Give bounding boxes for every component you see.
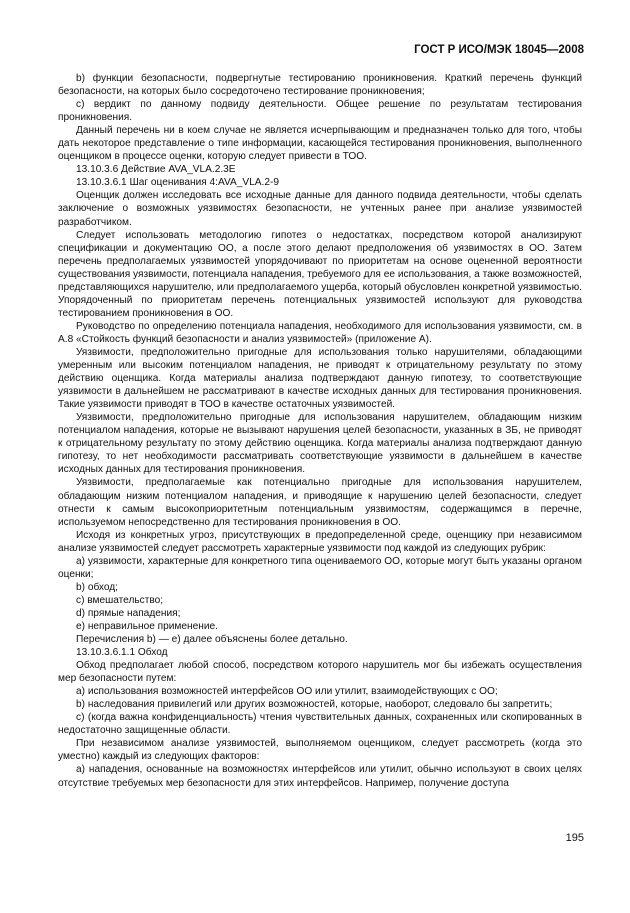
page-header-title: ГОСТ Р ИСО/МЭК 18045—2008 [414,44,584,56]
paragraph: Оценщик должен исследовать все исходные данные для данного подвида деятельности, чтобы сделать заключение о возможных уязвимостях безопасности, не учтенных ранее при анализе уязвимостей разработчиком. [58,190,582,228]
paragraph: Уязвимости, предположительно пригодные для использования только нарушителями, обладающими умеренным или высоким потенциалом нападения, не приводят к отрицательному результату по этому действию оценщика. Когда материалы анализа подтверждают данную гипотезу, то соответствующие уязвимости в дальнейшем не рассматривают в качестве исходных данных для тестирования проникновения. Такие уязвимости приводят в ТОО в качестве остаточных уязвимостей. [58,346,582,411]
paragraph: Данный перечень ни в коем случае не является исчерпывающим и предназначен только для того, чтобы дать некоторое представление о типе информации, касающейся тестирования проникновения, выполненного оценщиком в процессе оценки, которую следует привести в ТОО. [58,125,582,163]
list-item: a) нападения, основанные на возможностях интерфейсов или утилит, обычно используют в своих целях отсутствие требуемых мер безопасности для этих интерфейсов. Например, получение доступа [58,764,582,789]
body-text [58,72,582,790]
paragraph: Исходя из конкретных угроз, присутствующих в предопределенной среде, оценщику при независимом анализе уязвимостей следует рассмотреть характерные уязвимости под каждой из следующих рубрик: [58,529,582,554]
section-heading: 13.10.3.6.1 Шаг оценивания 4:AVA_VLA.2-9 [76,177,279,189]
list-item: b) наследования привилегий или других возможностей, которые, наоборот, следовало бы запретить; [76,699,553,711]
list-item: d) прямые нападения; [76,607,181,619]
list-item: a) уязвимости, характерные для конкретного типа оцениваемого ОО, которые могут быть указаны органом оценки; [58,555,582,580]
list-item: b) обход; [76,581,118,593]
list-item: c) (когда важна конфиденциальность) чтения чувствительных данных, сохраненных или скопированных в недостаточно защищенные области. [58,712,582,737]
paragraph: c) вердикт по данному подвиду деятельности. Общее решение по результатам тестирования проникновения. [58,99,582,124]
paragraph: Перечисления b) — e) далее объяснены более детально. [76,634,348,646]
paragraph: Обход предполагает любой способ, посредством которого нарушитель мог бы избежать осуществления мер безопасности путем: [58,660,582,685]
paragraph: Уязвимости, предполагаемые как потенциально пригодные для использования нарушителем, обладающим низким потенциалом нападения, и приводящие к нарушению целей безопасности, следует отнести к самым высокоприоритетным потенциальным уязвимостям, содержащимся в перечне, используемом непосредственно для тестирования проникновения в ОО. [58,477,582,528]
list-item: c) вмешательство; [76,594,164,606]
paragraph: Следует использовать методологию гипотез о недостатках, посредством которой анализируют спецификации и документацию ОО, а после этого делают предположения об уязвимостях в ОО. Затем перечень предполагаемых уязвимостей упорядочивают по приоритетам на основе оцененной вероятности существования уязвимости, потенциала нападения, требуемого для ее использования, а также возможностей, представляющихся нарушителю, или предполагаемого ущерба, который обусловлен конкретной уязвимостью. Упорядоченный по приоритетам перечень потенциальных уязвимостей используют для руководства тестированием проникновения в ОО. [58,229,582,319]
list-item: e) неправильное применение. [76,620,218,632]
section-heading: 13.10.3.6.1.1 Обход [76,647,168,659]
list-item: a) использования возможностей интерфейсов ОО или утилит, взаимодействующих с ОО; [76,686,498,698]
section-heading: 13.10.3.6 Действие AVA_VLA.2.3E [76,164,236,176]
paragraph: При независимом анализе уязвимостей, выполняемом оценщиком, следует рассмотреть (когда это уместно) каждый из следующих факторов: [58,738,582,763]
paragraph: b) функции безопасности, подвергнутые тестированию проникновения. Краткий перечень функций безопасности, на которых было сосредоточено тестирование проникновения; [58,73,582,98]
page-number: 195 [565,832,584,844]
paragraph: Руководство по определению потенциала нападения, необходимого для использования уязвимости, см. в А.8 «Стойкость функций безопасности и анализ уязвимостей» (приложение А). [58,320,582,345]
paragraph: Уязвимости, предположительно пригодные для использования нарушителем, обладающим низким потенциалом нападения, которые не вызывают нарушения целей безопасности, указанных в ЗБ, не приводят к отрицательному результату по этому действию оценщика. Когда материалы анализа подтверждают данную гипотезу, то нет необходимости рассматривать соответствующие уязвимости в дальнейшем в качестве исходных данных для тестирования проникновения. [58,412,582,476]
